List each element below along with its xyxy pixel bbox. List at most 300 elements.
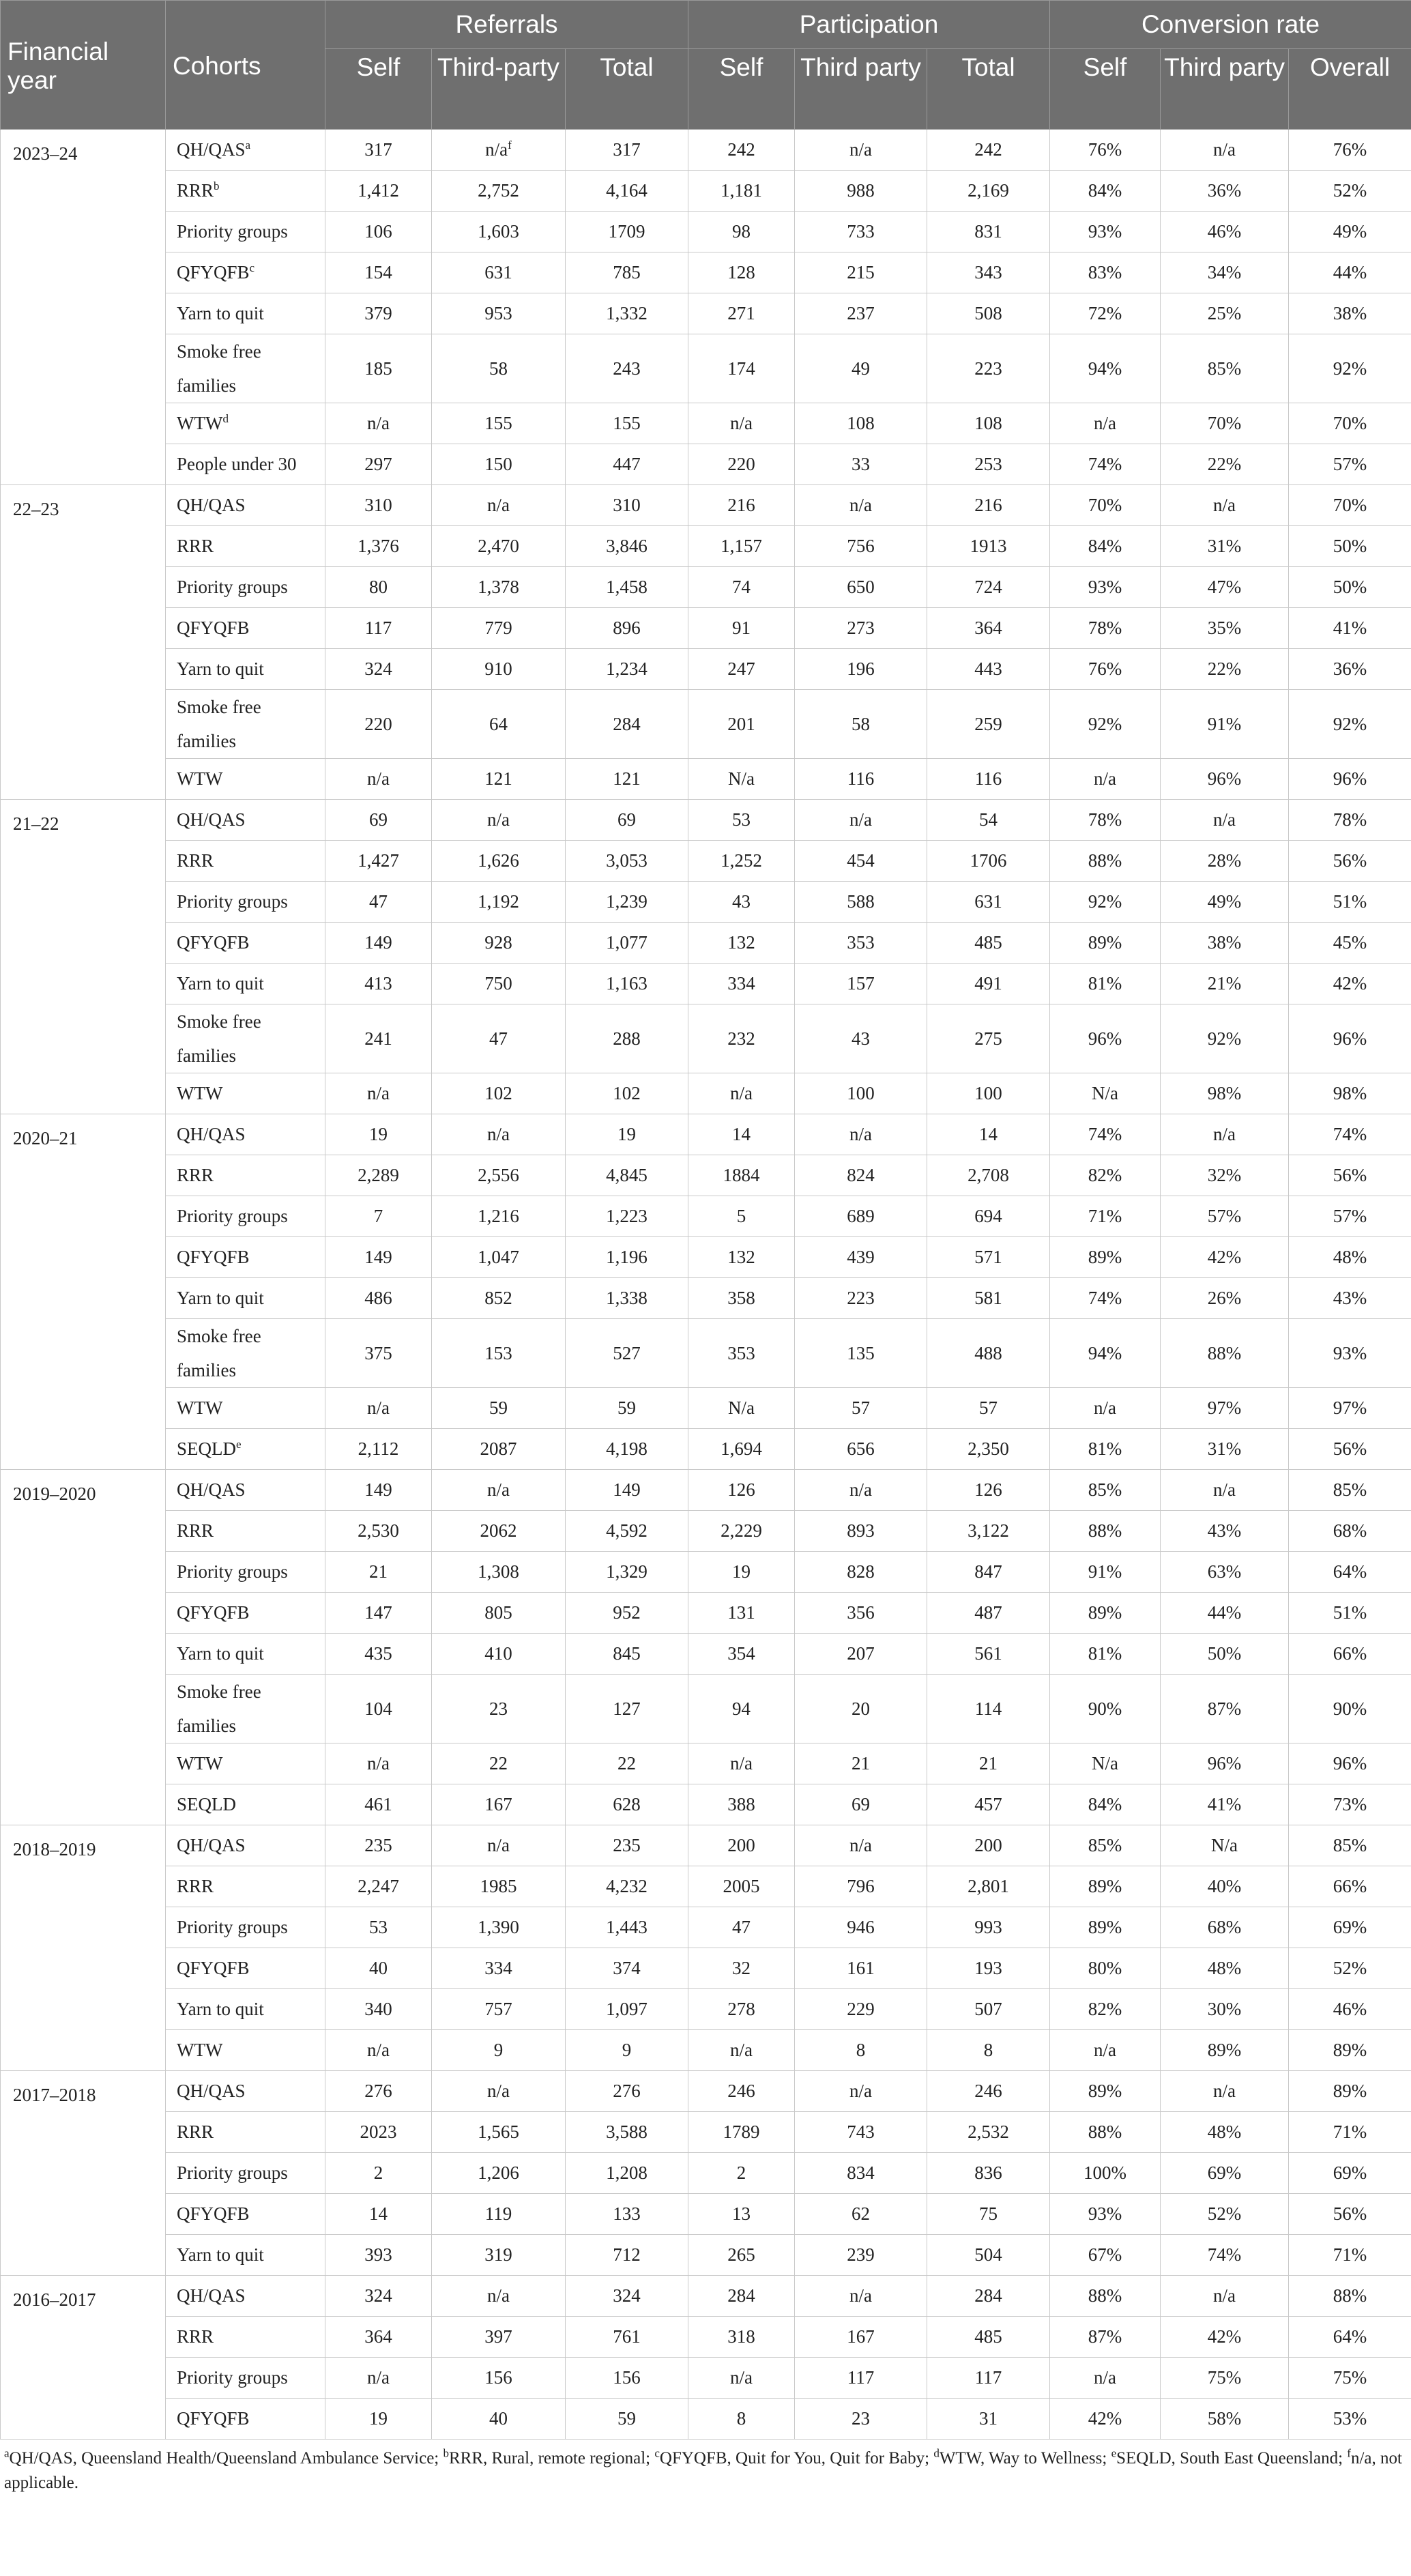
- referrals-self-cell: [325, 2030, 432, 2071]
- conversion-overall-cell: [1289, 1866, 1411, 1907]
- participation-self-cell: [688, 1388, 795, 1429]
- participation-total-cell: [927, 1511, 1050, 1552]
- cell-value: 953: [484, 303, 512, 323]
- participation-third-party-cell: [795, 444, 927, 485]
- participation-third-party-cell: [795, 1470, 927, 1511]
- conversion-self-cell: [1050, 608, 1161, 649]
- cell-value: n/a: [1094, 1398, 1117, 1418]
- referrals-self-cell: [325, 608, 432, 649]
- cell-value: 71%: [1088, 1206, 1122, 1226]
- participation-third-party-cell: [795, 1429, 927, 1470]
- table-row: [1, 1278, 1411, 1319]
- cell-value: 93%: [1088, 221, 1122, 242]
- cell-value: 2,708: [968, 1165, 1009, 1185]
- conversion-third-party-cell: [1161, 1114, 1289, 1155]
- footnote-mark: e: [1111, 2446, 1117, 2460]
- conversion-overall-cell: [1289, 2235, 1411, 2276]
- referrals-total-cell: [566, 1429, 688, 1470]
- footnote-marker: f: [508, 139, 512, 151]
- conversion-overall-cell: [1289, 2317, 1411, 2358]
- participation-third-party-cell: [795, 1319, 927, 1388]
- referrals-self-cell: [325, 334, 432, 403]
- cohort-cell: [166, 649, 325, 690]
- referrals-third-party-cell: [432, 334, 566, 403]
- participation-third-party-cell: [795, 964, 927, 1004]
- participation-third-party-cell: [795, 485, 927, 526]
- cell-value: 354: [727, 1643, 755, 1664]
- referrals-third-party-cell: [432, 1634, 566, 1675]
- cell-value: 38%: [1207, 932, 1242, 953]
- cell-value: 116: [974, 768, 1002, 789]
- cell-value: 527: [613, 1342, 641, 1363]
- table-row: [1, 1470, 1411, 1511]
- cell-value: 201: [727, 713, 755, 734]
- conversion-self-cell: [1050, 212, 1161, 252]
- referrals-self-cell: [325, 1675, 432, 1743]
- conversion-third-party-cell: [1161, 690, 1289, 759]
- cell-value: 1,181: [721, 180, 762, 201]
- cell-value: 70%: [1333, 413, 1367, 433]
- cell-value: 1,192: [478, 891, 519, 912]
- conversion-self-cell: [1050, 800, 1161, 841]
- participation-self-cell: [688, 2194, 795, 2235]
- referrals-self-cell: [325, 2153, 432, 2194]
- cell-value: 284: [974, 2285, 1002, 2306]
- conversion-third-party-cell: [1161, 1004, 1289, 1073]
- conversion-third-party-cell: [1161, 1825, 1289, 1866]
- participation-self-cell: [688, 1429, 795, 1470]
- cell-value: n/a: [730, 1753, 753, 1774]
- cohort-label: Yarn to quit: [177, 303, 264, 323]
- cell-value: 785: [613, 262, 641, 283]
- cohort-cell: [166, 1907, 325, 1948]
- cell-value: 96%: [1333, 768, 1367, 789]
- cell-value: 571: [974, 1247, 1002, 1267]
- table-footnote: [0, 2440, 1411, 2495]
- header-participation-self: Self: [688, 49, 795, 130]
- conversion-overall-cell: [1289, 2071, 1411, 2112]
- cell-value: 149: [364, 1247, 392, 1267]
- participation-self-cell: [688, 1593, 795, 1634]
- conversion-third-party-cell: [1161, 1429, 1289, 1470]
- cohort-cell: [166, 252, 325, 293]
- cohort-label: QH/QAS: [177, 2285, 246, 2306]
- cell-value: 353: [727, 1342, 755, 1363]
- cell-value: 89%: [1207, 2040, 1242, 2060]
- participation-third-party-cell: [795, 334, 927, 403]
- cohort-label: QH/QAS: [177, 1124, 246, 1144]
- cell-value: N/a: [728, 1398, 755, 1418]
- referrals-self-cell: [325, 1825, 432, 1866]
- conversion-self-cell: [1050, 1907, 1161, 1948]
- cell-value: 49: [852, 358, 871, 379]
- conversion-self-cell: [1050, 1989, 1161, 2030]
- participation-self-cell: [688, 526, 795, 567]
- participation-total-cell: [927, 2235, 1050, 2276]
- cohort-label: Yarn to quit: [177, 659, 264, 679]
- cell-value: 1,234: [606, 659, 648, 679]
- referrals-total-cell: [566, 608, 688, 649]
- conversion-third-party-cell: [1161, 2153, 1289, 2194]
- cohort-cell: [166, 1388, 325, 1429]
- conversion-third-party-cell: [1161, 841, 1289, 882]
- cell-value: 485: [974, 932, 1002, 953]
- cell-value: 275: [974, 1028, 1002, 1049]
- header-participation-third-party: Third party: [795, 49, 927, 130]
- cell-value: 92%: [1088, 891, 1122, 912]
- cell-value: 135: [847, 1342, 875, 1363]
- cell-value: 993: [974, 1917, 1002, 1937]
- cell-value: 57%: [1207, 1206, 1242, 1226]
- conversion-third-party-cell: [1161, 2317, 1289, 2358]
- table-row: [1, 1388, 1411, 1429]
- footnote-text: QH/QAS, Queensland Health/Queensland Ambulance Service;: [9, 2449, 443, 2468]
- cell-value: 80: [369, 577, 388, 597]
- cell-value: 56%: [1333, 850, 1367, 871]
- cell-value: 42%: [1333, 973, 1367, 994]
- conversion-self-cell: [1050, 649, 1161, 690]
- cohort-label: RRR: [177, 2326, 214, 2347]
- conversion-overall-cell: [1289, 1784, 1411, 1825]
- participation-third-party-cell: [795, 1511, 927, 1552]
- conversion-third-party-cell: [1161, 649, 1289, 690]
- referrals-self-cell: [325, 1784, 432, 1825]
- participation-self-cell: [688, 1825, 795, 1866]
- cell-value: 85%: [1088, 1479, 1122, 1500]
- cell-value: 92%: [1207, 1028, 1242, 1049]
- cell-value: 581: [974, 1288, 1002, 1308]
- referrals-third-party-cell: [432, 1948, 566, 1989]
- referrals-self-cell: [325, 1593, 432, 1634]
- cell-value: 239: [847, 2244, 875, 2265]
- cohort-label: RRR: [177, 1876, 214, 1896]
- financial-year-cell: 2016–2017: [1, 2276, 166, 2440]
- cell-value: 47: [369, 891, 388, 912]
- cell-value: 174: [727, 358, 755, 379]
- cohort-cell: [166, 1784, 325, 1825]
- cell-value: 70%: [1207, 413, 1242, 433]
- cell-value: 1,694: [721, 1438, 762, 1459]
- header-conversion-overall: Overall: [1289, 49, 1411, 130]
- cell-value: 485: [974, 2326, 1002, 2347]
- referrals-total-cell: [566, 1388, 688, 1429]
- cell-value: 1,565: [478, 2122, 519, 2142]
- conversion-self-cell: [1050, 1429, 1161, 1470]
- cell-value: 4,164: [606, 180, 648, 201]
- cell-value: 52%: [1333, 180, 1367, 201]
- cell-value: 1706: [970, 850, 1007, 871]
- conversion-overall-cell: [1289, 485, 1411, 526]
- cell-value: 1,427: [358, 850, 399, 871]
- conversion-overall-cell: [1289, 1675, 1411, 1743]
- cell-value: 5: [736, 1206, 746, 1226]
- cell-value: 68%: [1207, 1917, 1242, 1937]
- referrals-third-party-cell: [432, 2358, 566, 2399]
- cohort-label: Smoke free families: [177, 697, 261, 751]
- table-row: [1, 485, 1411, 526]
- participation-total-cell: [927, 485, 1050, 526]
- cell-value: 4,198: [606, 1438, 648, 1459]
- referrals-total-cell: [566, 485, 688, 526]
- cell-value: 93%: [1088, 2203, 1122, 2224]
- cell-value: 353: [847, 932, 875, 953]
- participation-third-party-cell: [795, 1114, 927, 1155]
- cohort-label: Priority groups: [177, 1206, 288, 1226]
- cell-value: 1,378: [478, 577, 519, 597]
- cohort-label: WTW: [177, 1083, 223, 1103]
- cell-value: 121: [613, 768, 641, 789]
- cell-value: 1,196: [606, 1247, 648, 1267]
- cell-value: 88%: [1333, 2285, 1367, 2306]
- conversion-overall-cell: [1289, 1155, 1411, 1196]
- conversion-third-party-cell: [1161, 1675, 1289, 1743]
- participation-self-cell: [688, 1319, 795, 1388]
- cell-value: 200: [727, 1835, 755, 1855]
- participation-self-cell: [688, 1675, 795, 1743]
- conversion-self-cell: [1050, 130, 1161, 171]
- cell-value: 491: [974, 973, 1002, 994]
- cell-value: 155: [484, 413, 512, 433]
- cell-value: 340: [364, 1999, 392, 2019]
- conversion-third-party-cell: [1161, 293, 1289, 334]
- cell-value: 52%: [1207, 2203, 1242, 2224]
- header-conversion-self: Self: [1050, 49, 1161, 130]
- cell-value: 87%: [1088, 2326, 1122, 2347]
- participation-third-party-cell: [795, 212, 927, 252]
- cell-value: 46%: [1207, 221, 1242, 242]
- table-row: [1, 882, 1411, 923]
- referrals-total-cell: [566, 1073, 688, 1114]
- cell-value: 237: [847, 303, 875, 323]
- conversion-overall-cell: [1289, 841, 1411, 882]
- cell-value: 2,752: [478, 180, 519, 201]
- cohort-cell: [166, 1429, 325, 1470]
- participation-total-cell: [927, 334, 1050, 403]
- table-row: [1, 403, 1411, 444]
- cell-value: 88%: [1088, 2285, 1122, 2306]
- cell-value: 1,376: [358, 536, 399, 556]
- conversion-overall-cell: [1289, 334, 1411, 403]
- conversion-self-cell: [1050, 252, 1161, 293]
- cohort-label: WTW: [177, 1753, 223, 1774]
- cell-value: 1,047: [478, 1247, 519, 1267]
- cell-value: 4,845: [606, 1165, 648, 1185]
- cohort-label: WTW: [177, 768, 223, 789]
- participation-self-cell: [688, 2358, 795, 2399]
- cohort-label: RRR: [177, 850, 214, 871]
- cell-value: 97%: [1333, 1398, 1367, 1418]
- cell-value: 588: [847, 891, 875, 912]
- table-row: [1, 800, 1411, 841]
- cell-value: 78%: [1088, 618, 1122, 638]
- cohort-label: QFYQFB: [177, 1602, 250, 1623]
- cohort-label: QFYQFB: [177, 2203, 250, 2224]
- cell-value: 3,122: [968, 1520, 1009, 1541]
- cell-value: 1,329: [606, 1561, 648, 1582]
- cell-value: 317: [613, 139, 641, 160]
- cohort-cell: [166, 1155, 325, 1196]
- referrals-total-cell: [566, 1866, 688, 1907]
- conversion-self-cell: [1050, 1511, 1161, 1552]
- cell-value: 247: [727, 659, 755, 679]
- cohort-cell: [166, 1196, 325, 1237]
- cell-value: 1,252: [721, 850, 762, 871]
- referrals-total-cell: [566, 649, 688, 690]
- participation-self-cell: [688, 212, 795, 252]
- cell-value: 53: [369, 1917, 388, 1937]
- conversion-overall-cell: [1289, 2276, 1411, 2317]
- table-row: [1, 252, 1411, 293]
- conversion-self-cell: [1050, 759, 1161, 800]
- table-row: [1, 130, 1411, 171]
- cell-value: 19: [369, 1124, 388, 1144]
- cell-value: 63%: [1207, 1561, 1242, 1582]
- conversion-self-cell: [1050, 2358, 1161, 2399]
- cell-value: 8: [736, 2408, 746, 2429]
- participation-self-cell: [688, 1743, 795, 1784]
- referrals-third-party-cell: [432, 252, 566, 293]
- conversion-third-party-cell: [1161, 1237, 1289, 1278]
- cell-value: 847: [974, 1561, 1002, 1582]
- cohort-label: RRR: [177, 1520, 214, 1541]
- cell-value: 334: [484, 1958, 512, 1978]
- referrals-third-party-cell: [432, 485, 566, 526]
- cell-value: 2087: [480, 1438, 517, 1459]
- cell-value: 92%: [1333, 358, 1367, 379]
- cell-value: n/a: [730, 2040, 753, 2060]
- cell-value: 689: [847, 1206, 875, 1226]
- conversion-third-party-cell: [1161, 882, 1289, 923]
- participation-third-party-cell: [795, 2071, 927, 2112]
- cell-value: n/a: [849, 2081, 873, 2101]
- cell-value: 119: [484, 2203, 512, 2224]
- referrals-third-party-cell: [432, 526, 566, 567]
- cell-value: 62: [852, 2203, 871, 2224]
- referrals-total-cell: [566, 1004, 688, 1073]
- cohort-cell: [166, 1004, 325, 1073]
- participation-self-cell: [688, 1907, 795, 1948]
- cell-value: 100: [847, 1083, 875, 1103]
- cell-value: 53%: [1333, 2408, 1367, 2429]
- table-row: [1, 1907, 1411, 1948]
- participation-third-party-cell: [795, 1675, 927, 1743]
- cell-value: 64%: [1333, 1561, 1367, 1582]
- referrals-total-cell: [566, 1278, 688, 1319]
- conversion-overall-cell: [1289, 923, 1411, 964]
- cell-value: 92%: [1333, 713, 1367, 734]
- participation-self-cell: [688, 1196, 795, 1237]
- participation-self-cell: [688, 2399, 795, 2440]
- table-row: [1, 171, 1411, 212]
- participation-self-cell: [688, 2276, 795, 2317]
- cohort-cell: [166, 334, 325, 403]
- cell-value: 72%: [1088, 303, 1122, 323]
- referrals-third-party-cell: [432, 1675, 566, 1743]
- conversion-self-cell: [1050, 2399, 1161, 2440]
- cell-value: 2,801: [968, 1876, 1009, 1896]
- table-row: [1, 1634, 1411, 1675]
- referrals-third-party-cell: [432, 1237, 566, 1278]
- participation-total-cell: [927, 2030, 1050, 2071]
- cell-value: 2,247: [358, 1876, 399, 1896]
- cell-value: 324: [364, 2285, 392, 2306]
- table-row: [1, 759, 1411, 800]
- header-referrals-third-party: Third-party: [432, 49, 566, 130]
- participation-third-party-cell: [795, 1593, 927, 1634]
- cell-value: 42%: [1207, 2326, 1242, 2347]
- cell-value: 1,097: [606, 1999, 648, 2019]
- cell-value: 56%: [1333, 1438, 1367, 1459]
- cohort-cell: [166, 1825, 325, 1866]
- referrals-third-party-cell: [432, 1319, 566, 1388]
- cell-value: 147: [364, 1602, 392, 1623]
- cell-value: 149: [613, 1479, 641, 1500]
- conversion-third-party-cell: [1161, 2399, 1289, 2440]
- referrals-self-cell: [325, 171, 432, 212]
- participation-total-cell: [927, 759, 1050, 800]
- cell-value: 74: [732, 577, 751, 597]
- cell-value: 656: [847, 1438, 875, 1459]
- participation-total-cell: [927, 1907, 1050, 1948]
- participation-total-cell: [927, 882, 1050, 923]
- cell-value: 631: [974, 891, 1002, 912]
- cell-value: 47: [732, 1917, 751, 1937]
- cell-value: 89%: [1088, 1917, 1122, 1937]
- conversion-self-cell: [1050, 1114, 1161, 1155]
- footnote-marker: c: [249, 261, 255, 274]
- cell-value: 946: [847, 1917, 875, 1937]
- cell-value: 50%: [1333, 577, 1367, 597]
- cell-value: 66%: [1333, 1643, 1367, 1664]
- referrals-total-cell: [566, 1114, 688, 1155]
- cell-value: 743: [847, 2122, 875, 2142]
- cell-value: 761: [613, 2326, 641, 2347]
- cell-value: 100: [974, 1083, 1002, 1103]
- participation-total-cell: [927, 923, 1050, 964]
- participation-total-cell: [927, 1784, 1050, 1825]
- cell-value: 36%: [1207, 180, 1242, 201]
- cohort-label: Priority groups: [177, 577, 288, 597]
- cell-value: n/a: [487, 809, 510, 830]
- conversion-third-party-cell: [1161, 800, 1289, 841]
- cell-value: 3,053: [606, 850, 648, 871]
- conversion-self-cell: [1050, 2030, 1161, 2071]
- referrals-third-party-cell: [432, 1388, 566, 1429]
- conversion-self-cell: [1050, 923, 1161, 964]
- table-row: [1, 526, 1411, 567]
- cell-value: 75%: [1333, 2367, 1367, 2388]
- referrals-total-cell: [566, 1675, 688, 1743]
- referrals-self-cell: [325, 130, 432, 171]
- referrals-third-party-cell: [432, 1073, 566, 1114]
- referrals-self-cell: [325, 1237, 432, 1278]
- cell-value: 276: [613, 2081, 641, 2101]
- cell-value: n/a: [1213, 495, 1236, 515]
- conversion-third-party-cell: [1161, 252, 1289, 293]
- cell-value: 73%: [1333, 1794, 1367, 1814]
- cell-value: 153: [484, 1342, 512, 1363]
- cell-value: 117: [974, 2367, 1002, 2388]
- cell-value: 102: [484, 1083, 512, 1103]
- cell-value: n/a: [849, 495, 873, 515]
- conversion-third-party-cell: [1161, 2112, 1289, 2153]
- cell-value: 4,232: [606, 1876, 648, 1896]
- referrals-third-party-cell: [432, 1511, 566, 1552]
- referrals-third-party-cell: [432, 800, 566, 841]
- cell-value: n/a: [367, 1753, 390, 1774]
- conversion-overall-cell: [1289, 2358, 1411, 2399]
- referrals-self-cell: [325, 2317, 432, 2358]
